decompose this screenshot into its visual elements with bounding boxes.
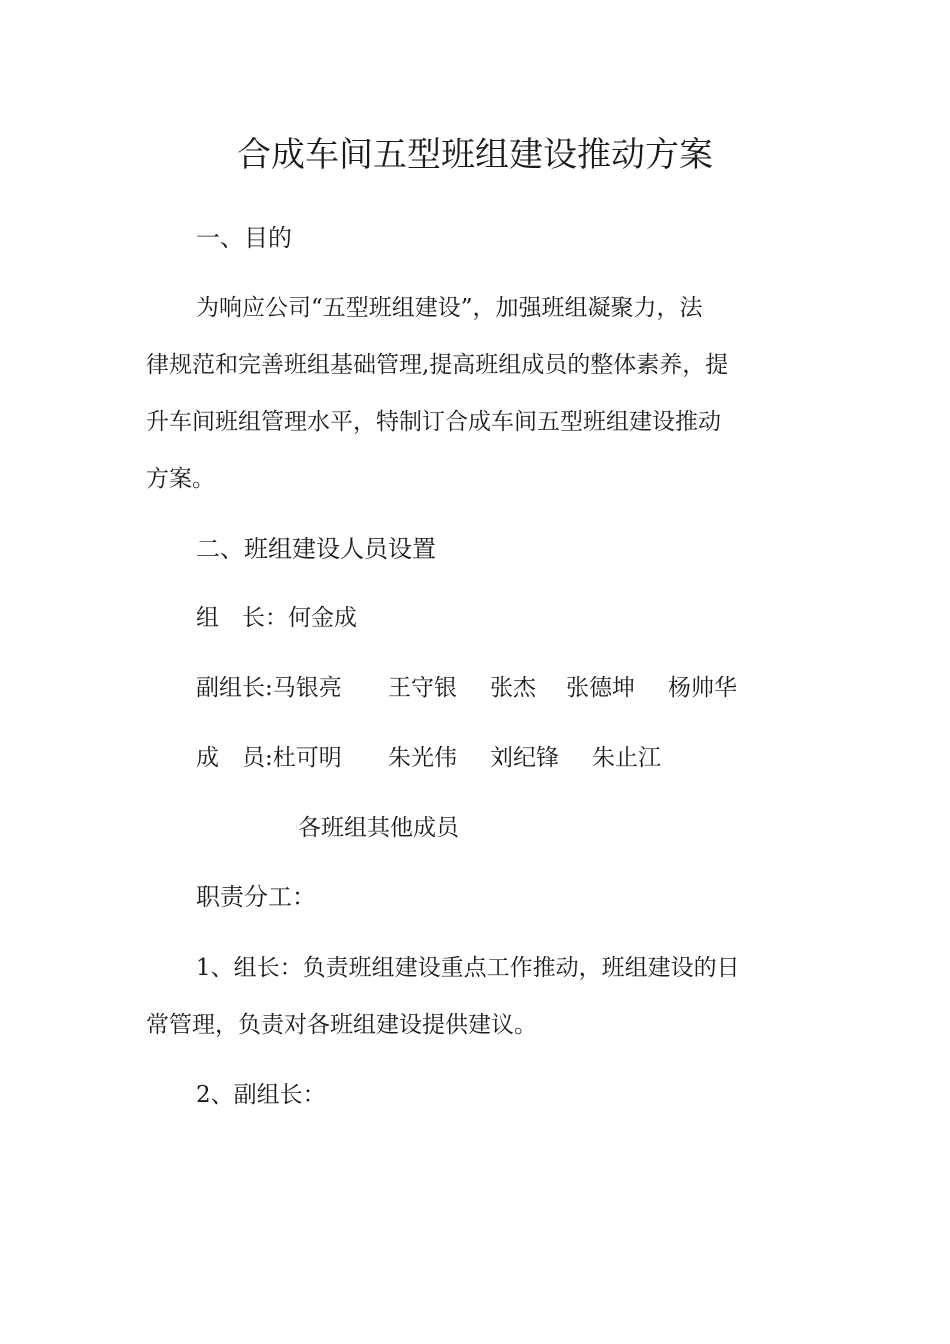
member-row	[196, 742, 661, 774]
duty-item-1-line-2: 常管理，负责对各班组建设提供建议。	[146, 1012, 537, 1038]
deputy-name: 张杰	[490, 675, 536, 701]
duty-item-2: 2、副组长：	[196, 1082, 326, 1108]
leader-name: 何金成	[288, 605, 357, 631]
deputy-name: 杨帅华	[668, 675, 737, 701]
member-name: 杜可明	[272, 745, 342, 771]
deputy-name: 王守银	[388, 675, 457, 701]
duties-heading: 职责分工：	[196, 883, 316, 911]
document-title: 合成车间五型班组建设推动方案	[237, 135, 713, 175]
section2-heading: 二、班组建设人员设置	[196, 535, 436, 563]
member-name: 朱止江	[592, 745, 661, 771]
purpose-line-3: 升车间班组管理水平，特制订合成车间五型班组建设推动	[146, 409, 721, 435]
member-name: 刘纪锋	[490, 745, 559, 771]
member-label: 成 员:	[196, 745, 273, 771]
leader-label: 组 长：	[196, 605, 288, 631]
deputy-row	[196, 672, 737, 704]
other-members: 各班组其他成员	[298, 815, 459, 841]
purpose-line-4: 方案。	[146, 466, 215, 492]
duty-item-1-line-1: 1、组长：负责班组建设重点工作推动，班组建设的日	[196, 955, 740, 981]
section1-heading: 一、目的	[196, 224, 292, 252]
purpose-line-1: 为响应公司“五型班组建设”，加强班组凝聚力，法	[196, 295, 703, 321]
deputy-name: 张德坤	[566, 675, 635, 701]
purpose-line-2: 律规范和完善班组基础管理,提高班组成员的整体素养，提	[146, 352, 729, 378]
deputy-name: 马银亮	[272, 675, 342, 701]
member-name: 朱光伟	[388, 745, 457, 771]
deputy-label: 副组长:	[196, 675, 273, 701]
leader-row	[196, 602, 357, 634]
